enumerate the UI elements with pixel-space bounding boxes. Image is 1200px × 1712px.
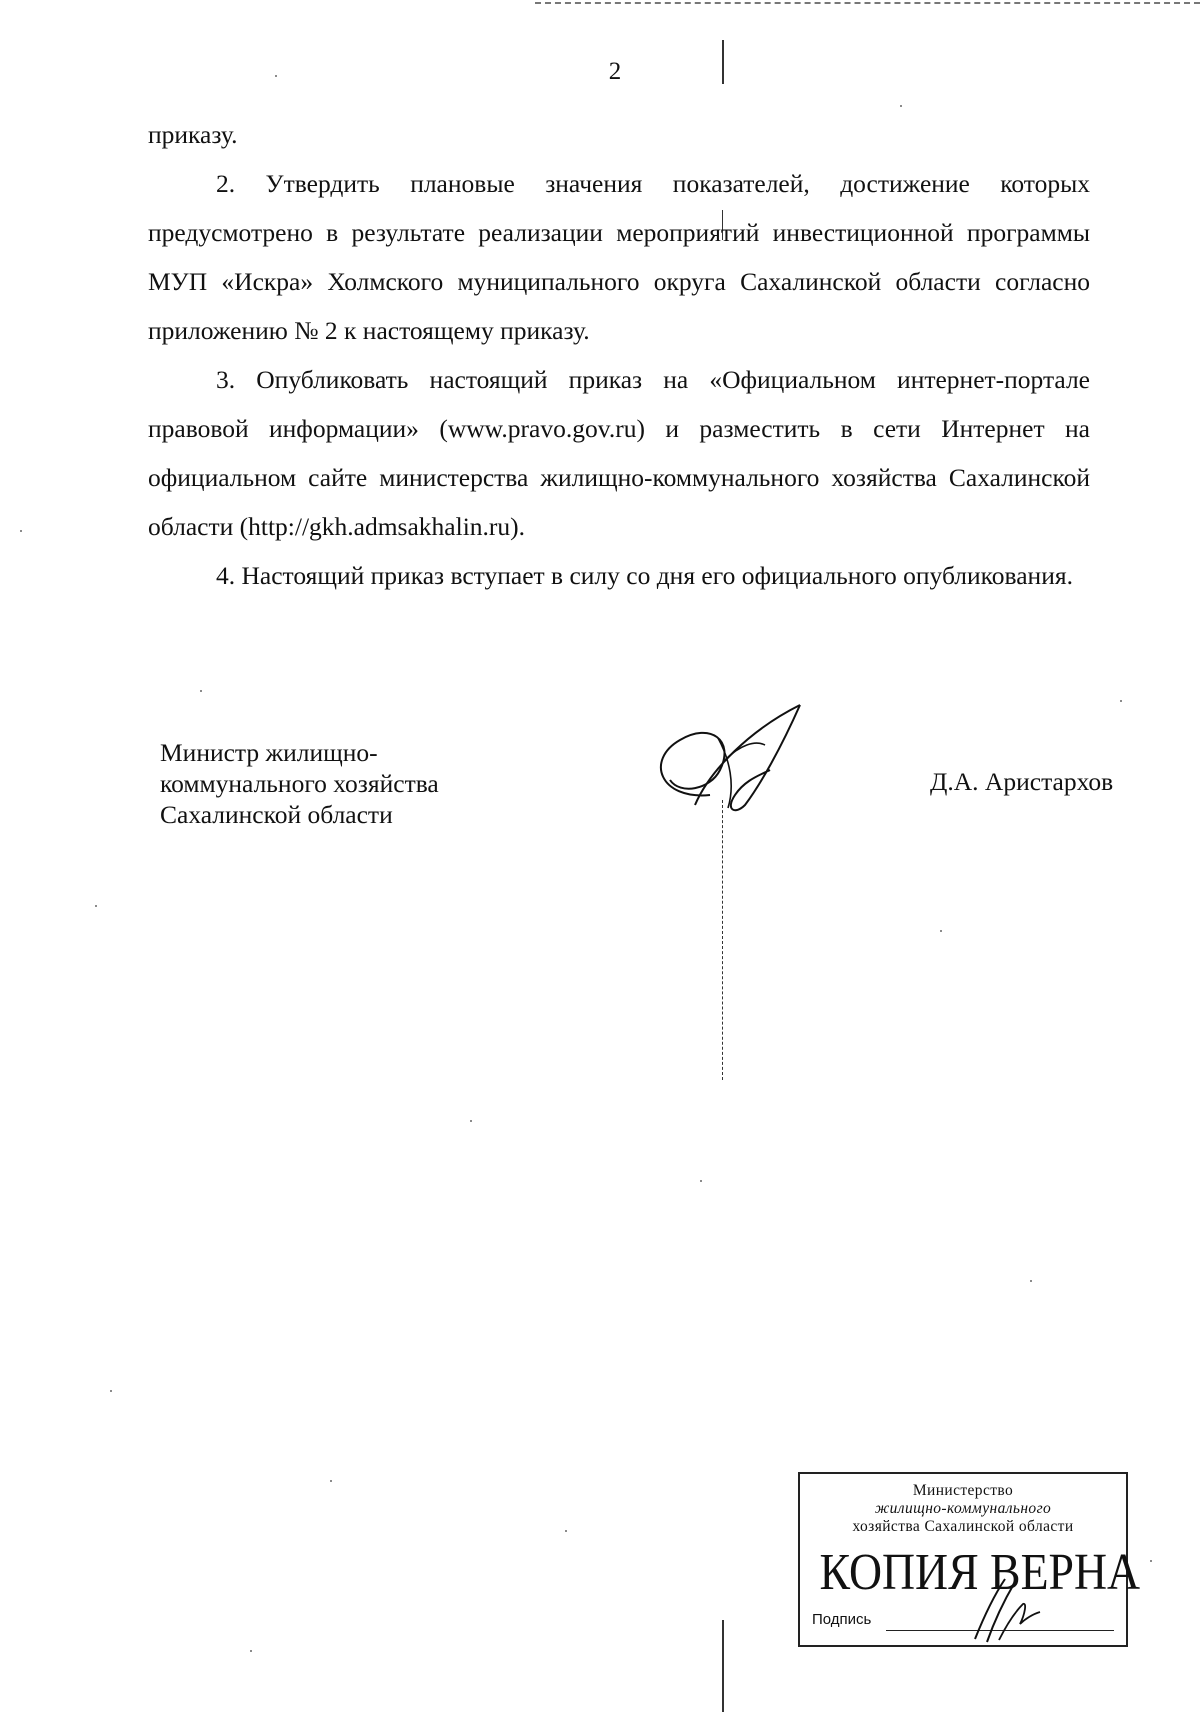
signer-position bbox=[160, 737, 439, 830]
stamp-main-text: КОПИЯ ВЕРНА bbox=[819, 1544, 1141, 1601]
paragraph-item-4: 4. Настоящий приказ вступает в силу со дня его официального опубликования. bbox=[216, 561, 1073, 590]
paragraph-item-2: 2. Утвердить плановые значения показателей, достижение которых предусмотрено в результате реализации мероприятий инвестиционной программы МУП «Искра» Холмского муниципального округа Сахалинской области согласно приложению № 2 к настоящему приказу. bbox=[148, 169, 1090, 345]
signer-position-line: Сахалинской области bbox=[160, 800, 393, 829]
scan-artifact-line bbox=[722, 1620, 724, 1712]
scan-artifact-line bbox=[722, 800, 723, 1080]
stamp-signature-label: Подпись bbox=[812, 1611, 872, 1628]
scan-edge-rule bbox=[535, 2, 1200, 4]
paragraph-item-3: 3. Опубликовать настоящий приказ на «Официальном интернет-портале правовой информации» (www.pravo.gov.ru) и разместить в сети Интернет на официальном сайте министерства жилищно-коммунального хозяйства Сахалинской области (http://gkh.admsakhalin.ru). bbox=[148, 365, 1090, 541]
stamp-org-line: Министерство bbox=[912, 1482, 1014, 1499]
copy-certified-stamp bbox=[798, 1472, 1141, 1647]
document-body bbox=[148, 110, 1090, 600]
paragraph-continuation: приказу. bbox=[148, 120, 238, 149]
signer-position-line: Министр жилищно- bbox=[160, 738, 378, 767]
signer-name: Д.А. Аристархов bbox=[930, 767, 1114, 796]
signer-position-line: коммунального хозяйства bbox=[160, 769, 439, 798]
stamp-organization bbox=[800, 1482, 1126, 1536]
handwritten-signature bbox=[640, 700, 820, 820]
stamp-org-line: хозяйства Сахалинской области bbox=[852, 1518, 1074, 1535]
stamp-handwritten-signature bbox=[965, 1574, 1045, 1644]
page-number: 2 bbox=[608, 58, 622, 85]
stamp-org-line: жилищно-коммунального bbox=[874, 1500, 1052, 1517]
